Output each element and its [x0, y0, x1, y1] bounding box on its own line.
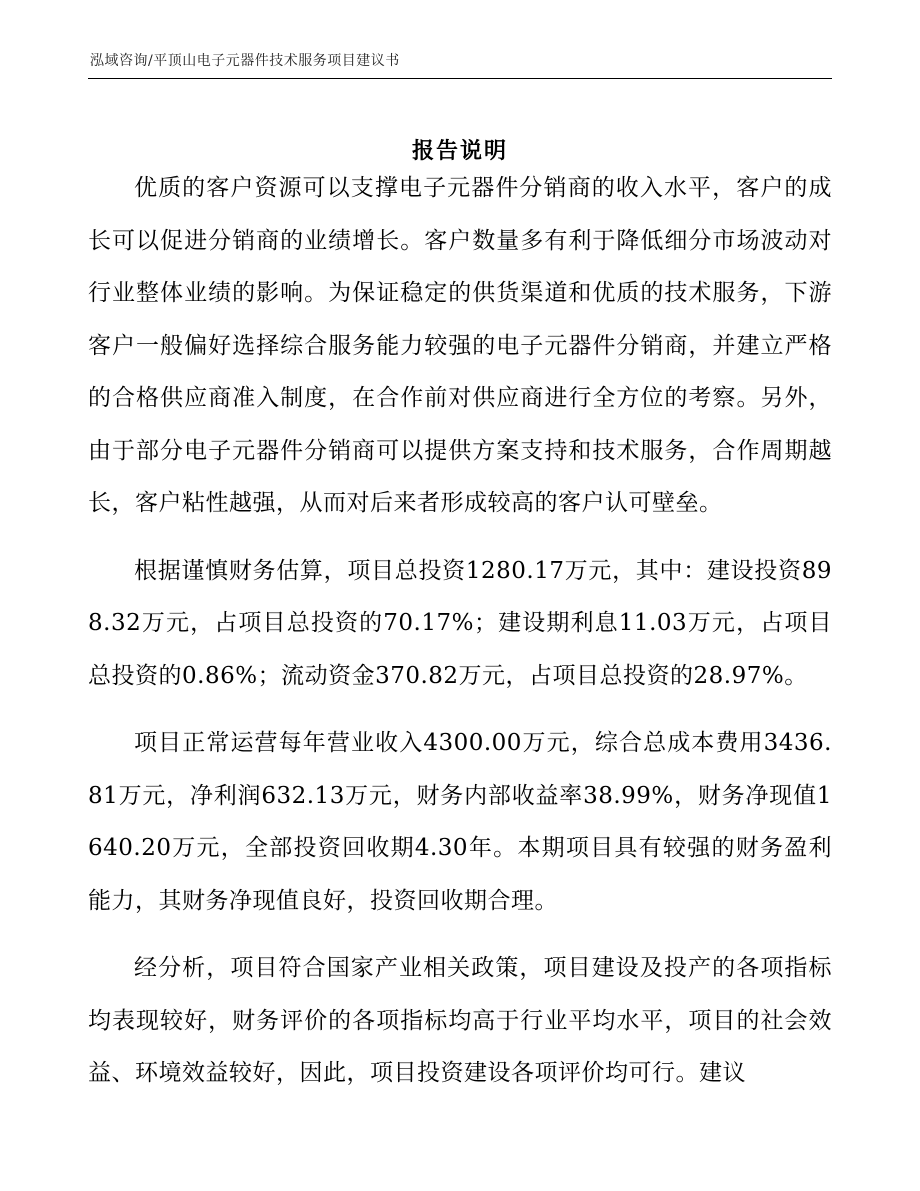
- paragraph-operating-returns: 项目正常运营每年营业收入4300.00万元，综合总成本费用3436.81万元，净利润632.13万元，财务内部收益率38.99%，财务净现值1640.20万元，全部投资回收期4.30年。本期项目具有较强的财务盈利能力，其财务净现值良好，投资回收期合理。: [88, 730, 832, 914]
- body-text: [88, 162, 832, 1100]
- running-header: 泓域咨询/平顶山电子元器件技术服务项目建议书: [90, 53, 400, 69]
- page-title: 报告说明: [411, 137, 508, 164]
- paragraph-customer-resources: 优质的客户资源可以支撑电子元器件分销商的收入水平，客户的成长可以促进分销商的业绩增长。客户数量多有利于降低细分市场波动对行业整体业绩的影响。为保证稳定的供货渠道和优质的技术服务，下游客户一般偏好选择综合服务能力较强的电子元器件分销商，并建立严格的合格供应商准入制度，在合作前对供应商进行全方位的考察。另外，由于部分电子元器件分销商可以提供方案支持和技术服务，合作周期越长，客户粘性越强，从而对后来者形成较高的客户认可壁垒。: [88, 175, 832, 516]
- paragraph-investment-estimate: 根据谨慎财务估算，项目总投资1280.17万元，其中：建设投资898.32万元，占项目总投资的70.17%；建设期利息11.03万元，占项目总投资的0.86%；流动资金370.82万元，占项目总投资的28.97%。: [88, 557, 832, 689]
- paragraph-analysis-conclusion: 经分析，项目符合国家产业相关政策，项目建设及投产的各项指标均表现较好，财务评价的各项指标均高于行业平均水平，项目的社会效益、环境效益较好，因此，项目投资建设各项评价均可行。建议: [88, 955, 832, 1086]
- header-divider: [88, 78, 832, 79]
